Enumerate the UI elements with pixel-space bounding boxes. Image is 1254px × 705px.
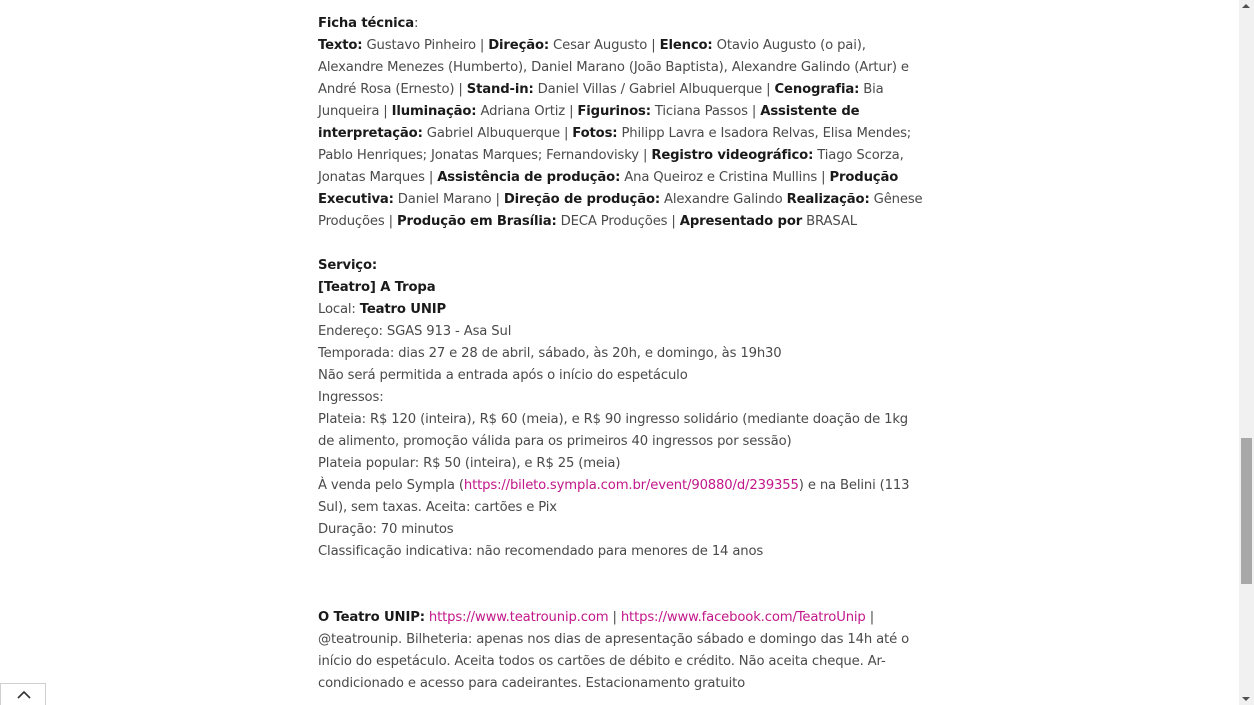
realizacao-value: Gênese Produções | (318, 192, 923, 229)
endereco: Endereço: SGAS 913 - Asa Sul (318, 324, 512, 339)
sympla-link[interactable]: https://bileto.sympla.com.br/event/90880/d/239355 (463, 478, 799, 493)
back-to-top-button[interactable] (0, 683, 46, 705)
direcao-label: Direção: (488, 38, 550, 53)
standin-value: Daniel Villas / Gabriel Albuquerque | (533, 82, 775, 97)
servico-heading: Serviço: (318, 258, 378, 273)
ficha-colon: : (413, 16, 419, 31)
registro-label: Registro videográfico: (651, 148, 814, 163)
standin-label: Stand-in: (466, 82, 534, 97)
ficha-tecnica (318, 13, 928, 233)
producao-brasilia-value: DECA Produções | (556, 214, 680, 229)
aviso-entrada: Não será permitida a entrada após o início do espetáculo (318, 368, 688, 383)
producao-brasilia-label: Produção em Brasília: (396, 214, 557, 229)
fotos-label: Fotos: (572, 126, 618, 141)
ficha-heading: Ficha técnica (318, 16, 414, 31)
apresentado-value: BRASAL (802, 214, 857, 229)
servico-section (318, 255, 928, 563)
texto-value: Gustavo Pinheiro | (362, 38, 489, 53)
elenco-label: Elenco: (659, 38, 713, 53)
scrollbar-thumb[interactable] (1241, 438, 1252, 584)
scroll-down-arrow-icon[interactable] (1242, 697, 1250, 701)
temporada: Temporada: dias 27 e 28 de abril, sábado, às 20h, e domingo, às 19h30 (318, 346, 782, 361)
teatro-info: @teatrounip. Bilheteria: apenas nos dias de apresentação sábado e domingo das 14h até o início do espetáculo. Aceita todos os cartões de débito e crédito. Não aceita cheque. Ar-condicionado e acesso para cadeirantes. Estacionamento gratuito (318, 632, 909, 691)
plateia-price: Plateia: R$ 120 (inteira), R$ 60 (meia), e R$ 90 ingresso solidário (mediante doação de 1kg de alimento, promoção válida para os primeiros 40 ingressos por sessão) (318, 412, 909, 449)
ingressos-label: Ingressos: (318, 390, 384, 405)
direcao-producao-label: Direção de produção: (503, 192, 660, 207)
assist-producao-label: Assistência de produção: (437, 170, 621, 185)
assistente-label: Assistente de interpretação: (318, 104, 860, 141)
article-content (318, 13, 928, 695)
duracao: Duração: 70 minutos (318, 522, 454, 537)
plateia-popular-price: Plateia popular: R$ 50 (inteira), e R$ 25 (meia) (318, 456, 621, 471)
spacer (318, 233, 928, 255)
chevron-up-icon (17, 690, 31, 700)
classificacao: Classificação indicativa: não recomendado para menores de 14 anos (318, 544, 764, 559)
apresentado-label: Apresentado por (679, 214, 803, 229)
producao-exec-value: Daniel Marano | (393, 192, 504, 207)
cenografia-label: Cenografia: (774, 82, 860, 97)
figurinos-value: Ticiana Passos | (650, 104, 761, 119)
spacer (318, 563, 928, 607)
link-separator: | (608, 610, 621, 625)
teatro-facebook-link[interactable]: https://www.facebook.com/TeatroUnip (620, 610, 866, 625)
vertical-scrollbar[interactable] (1239, 0, 1254, 705)
iluminacao-label: Iluminação: (391, 104, 477, 119)
venda-suffix: ) e na Belini (113 Sul), sem taxas. Aceita: cartões e Pix (318, 478, 910, 515)
assist-producao-value: Ana Queiroz e Cristina Mullins | (620, 170, 830, 185)
cenografia-value: Bia Junqueira | (318, 82, 884, 119)
texto-label: Texto: (318, 38, 363, 53)
iluminacao-value: Adriana Ortiz | (476, 104, 578, 119)
realizacao-label: Realização: (786, 192, 870, 207)
registro-value: Tiago Scorza, Jonatas Marques | (318, 148, 904, 185)
local-value: Teatro UNIP (359, 302, 446, 317)
event-title: [Teatro] A Tropa (318, 280, 436, 295)
teatro-label: O Teatro UNIP: (318, 610, 425, 625)
producao-exec-label: Produção Executiva: (318, 170, 899, 207)
assistente-value: Gabriel Albuquerque | (422, 126, 573, 141)
fotos-value: Philipp Lavra e Isadora Relvas, Elisa Mendes; Pablo Henriques; Jonatas Marques; Fernandovisky | (318, 126, 912, 163)
link-separator: | (865, 610, 875, 625)
scroll-up-arrow-icon[interactable] (1242, 4, 1250, 8)
figurinos-label: Figurinos: (577, 104, 651, 119)
venda-prefix: À venda pelo Sympla ( (318, 478, 464, 493)
teatro-unip-section (318, 607, 928, 695)
direcao-value: Cesar Augusto | (549, 38, 660, 53)
direcao-producao-value: Alexandre Galindo (660, 192, 787, 207)
local-label: Local: (318, 302, 360, 317)
teatro-site-link[interactable]: https://www.teatrounip.com (428, 610, 609, 625)
elenco-value: Otavio Augusto (o pai), Alexandre Menezes (Humberto), Daniel Marano (João Baptista), Alexandre Galindo (Artur) e André Rosa (Ernesto) | (318, 38, 909, 97)
